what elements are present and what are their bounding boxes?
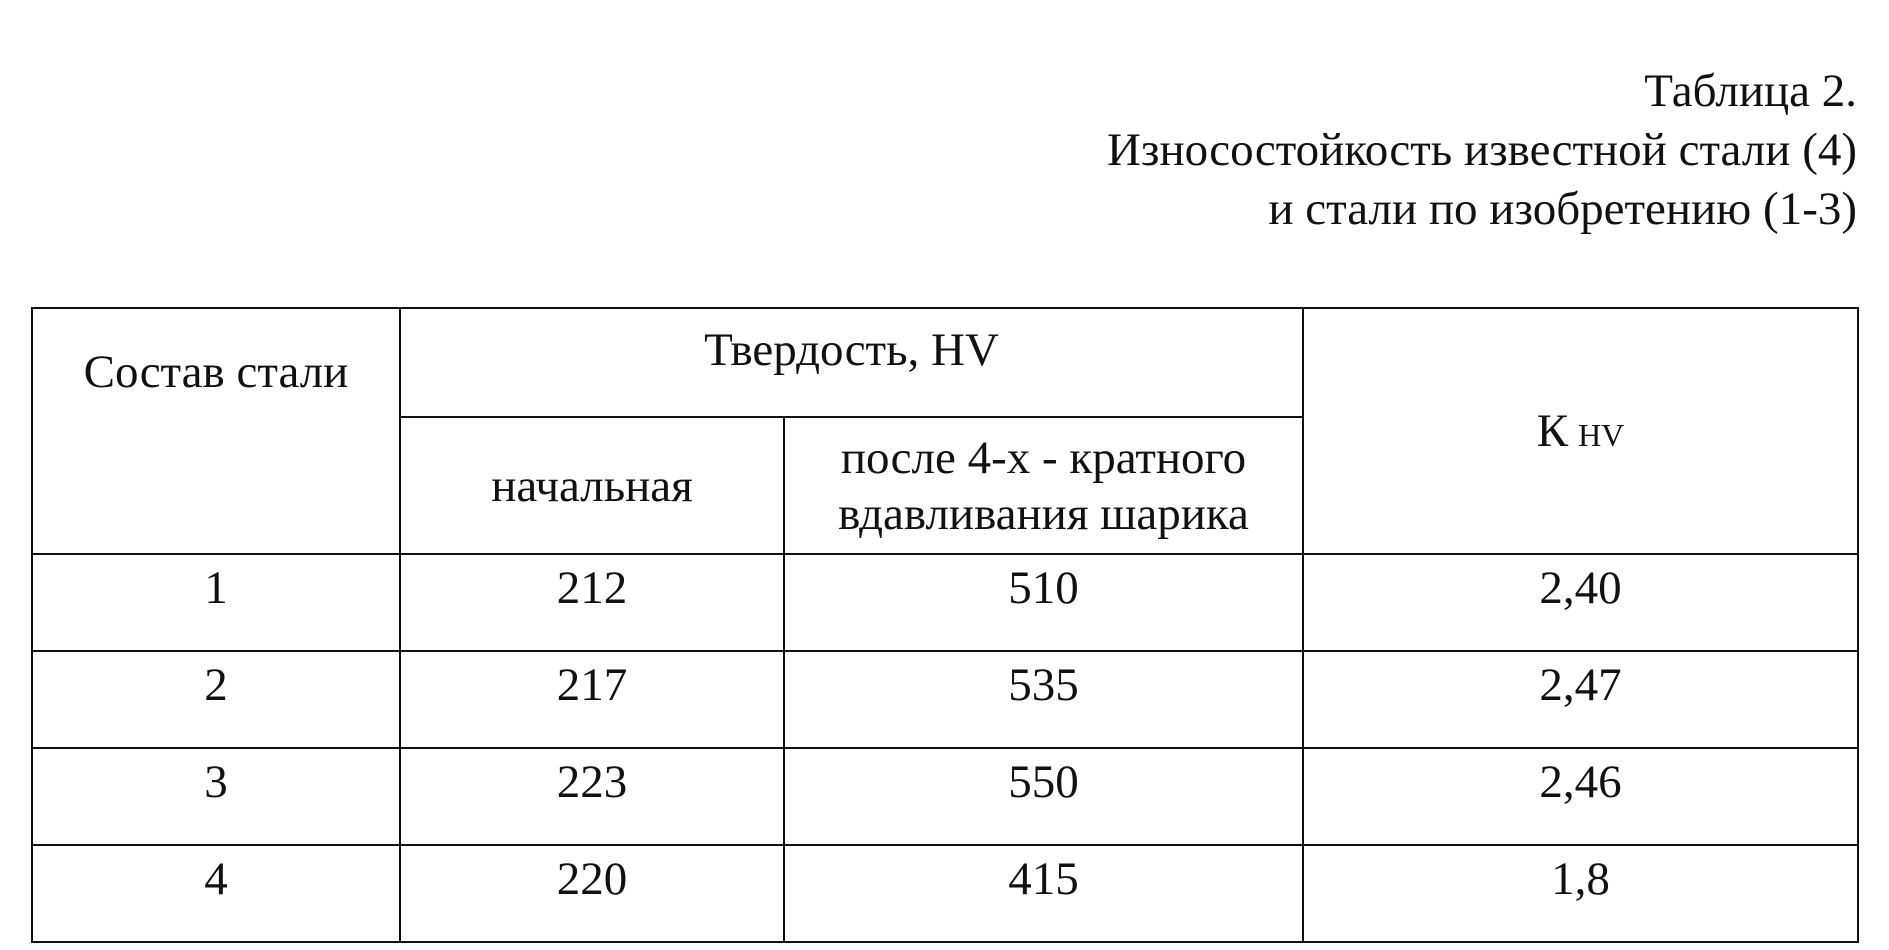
header-hardness-after-indentation	[784, 417, 1303, 554]
cell-initial-hardness: 223	[400, 748, 784, 845]
cell-hardness-after: 535	[784, 651, 1303, 748]
header-k-hv	[1303, 308, 1858, 554]
cell-composition: 2	[32, 651, 400, 748]
cell-composition: 3	[32, 748, 400, 845]
header-after-line-2: вдавливания шарика	[838, 487, 1249, 540]
cell-k-hv: 2,47	[1303, 651, 1858, 748]
cell-composition: 4	[32, 845, 400, 942]
cell-composition: 1	[32, 554, 400, 651]
header-initial-hardness: начальная	[400, 417, 784, 554]
cell-hardness-after: 415	[784, 845, 1303, 942]
table-caption	[657, 62, 1857, 239]
table-row	[32, 554, 1858, 651]
table-title-line-1: Износостойкость известной стали (4)	[1106, 124, 1857, 176]
table-row	[32, 651, 1858, 748]
cell-hardness-after: 550	[784, 748, 1303, 845]
cell-initial-hardness: 217	[400, 651, 784, 748]
table-title-line-2: и стали по изобретению (1-3)	[1268, 183, 1857, 235]
table-row	[32, 748, 1858, 845]
k-hv-main: К	[1536, 405, 1569, 457]
header-row-1	[32, 308, 1858, 417]
cell-initial-hardness: 212	[400, 554, 784, 651]
cell-k-hv: 1,8	[1303, 845, 1858, 942]
table-row	[32, 845, 1858, 942]
header-steel-composition: Состав стали	[32, 308, 400, 554]
header-after-line-1: после 4-х - кратного	[840, 431, 1247, 484]
wear-resistance-table	[31, 307, 1859, 943]
table-number: Таблица 2.	[1644, 65, 1857, 117]
cell-initial-hardness: 220	[400, 845, 784, 942]
cell-k-hv: 2,40	[1303, 554, 1858, 651]
header-hardness: Твердость, HV	[400, 308, 1303, 417]
k-hv-subscript: HV	[1578, 417, 1625, 453]
cell-hardness-after: 510	[784, 554, 1303, 651]
cell-k-hv: 2,46	[1303, 748, 1858, 845]
